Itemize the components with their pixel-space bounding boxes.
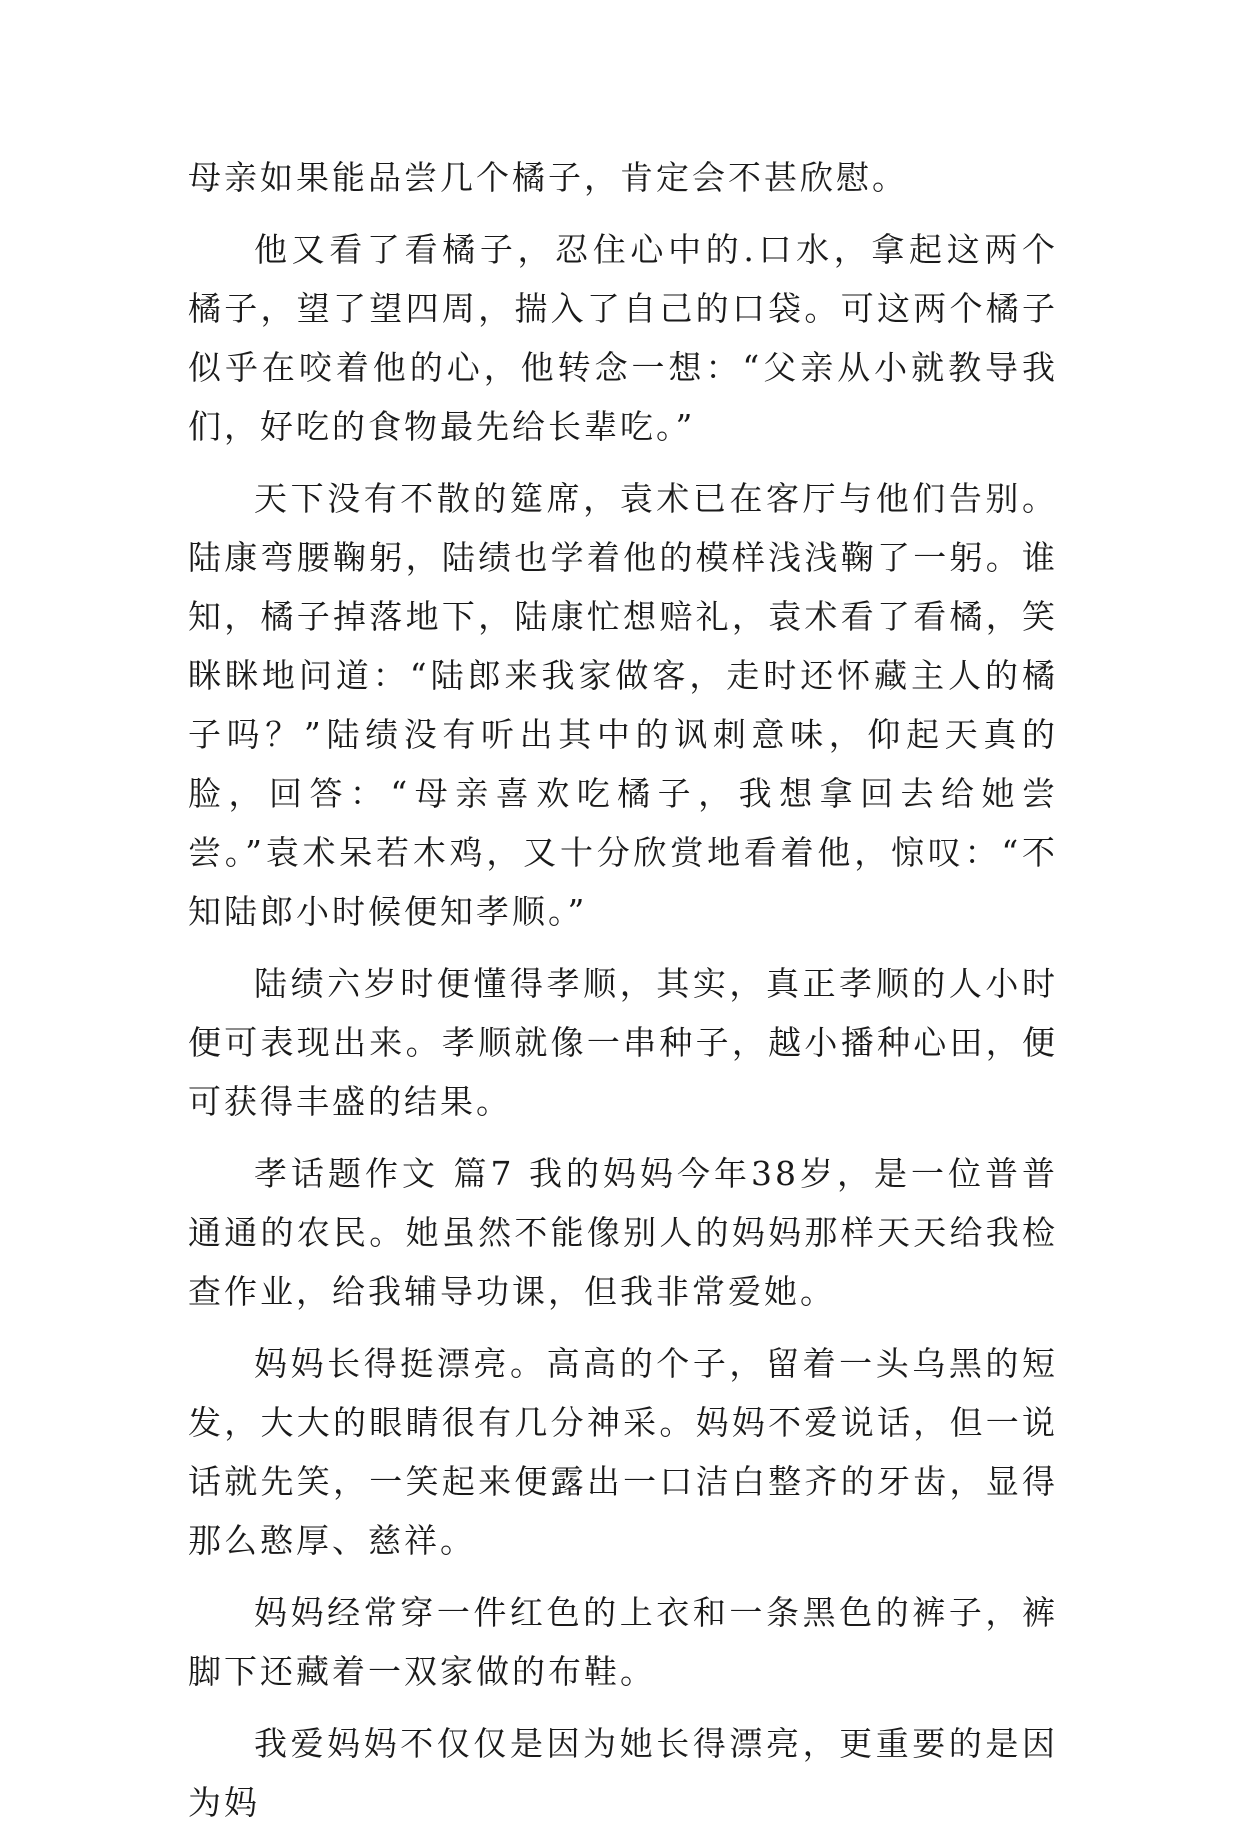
paragraph: 陆绩六岁时便懂得孝顺，其实，真正孝顺的人小时便可表现出来。孝顺就像一串种子，越小播种心田，便可获得丰盛的结果。 (188, 964, 1058, 1121)
paragraph: 他又看了看橘子，忍住心中的.口水，拿起这两个橘子，望了望四周，揣入了自己的口袋。可这两个橘子似乎在咬着他的心，他转念一想：“父亲从小就教导我们，好吃的食物最先给长辈吃。” (188, 230, 1058, 446)
paragraph: 妈妈长得挺漂亮。高高的个子，留着一头乌黑的短发，大大的眼睛很有几分神采。妈妈不爱说话，但一说话就先笑，一笑起来便露出一口洁白整齐的牙齿，显得那么憨厚、慈祥。 (188, 1344, 1058, 1560)
paragraph: 妈妈经常穿一件红色的上衣和一条黑色的裤子，裤脚下还藏着一双家做的布鞋。 (188, 1593, 1058, 1691)
paragraph: 天下没有不散的筵席，袁术已在客厅与他们告别。陆康弯腰鞠躬，陆绩也学着他的模样浅浅鞠了一躬。谁知，橘子掉落地下，陆康忙想赔礼，袁术看了看橘，笑眯眯地问道：“陆郎来我家做客，走时还怀藏主人的橘子吗？”陆绩没有听出其中的讽刺意味，仰起天真的脸，回答：“母亲喜欢吃橘子，我想拿回去给她尝尝。”袁术呆若木鸡，又十分欣赏地看着他，惊叹：“不知陆郎小时候便知孝顺。” (188, 479, 1058, 931)
paragraph: 我爱妈妈不仅仅是因为她长得漂亮，更重要的是因为妈 (188, 1724, 1058, 1822)
body-text (188, 148, 1058, 1845)
paragraph-section-heading: 孝话题作文 篇7 我的妈妈今年38岁，是一位普普通通的农民。她虽然不能像别人的妈妈那样天天给我检查作业，给我辅导功课，但我非常爱她。 (188, 1154, 1058, 1311)
paragraph: 母亲如果能品尝几个橘子，肯定会不甚欣慰。 (188, 158, 908, 197)
